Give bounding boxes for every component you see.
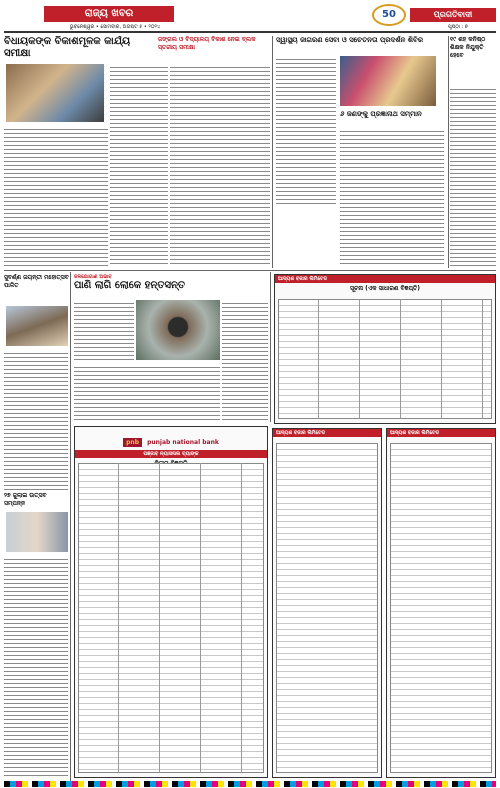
award-headline: ୬ ଜଣଙ୍କୁ ପ୍ରଜ୍ଞାନାଥ ସମ୍ମାନ: [340, 110, 422, 118]
small-headline: ୨୭ ଜୁଲାଇ ଉତ୍ସବ ସମ୍ପନ୍ନ: [4, 492, 47, 507]
column-rule: [272, 36, 273, 268]
jubilee-headline: ସୁବର୍ଣ୍ଣ ଜୟନ୍ତୀ ମହୋତ୍ସବ ପାଳିତ: [4, 274, 69, 289]
bank-ad: [74, 426, 268, 778]
teacher-headline: ୧୯ ଶହ କନିଷ୍ଠ ଶିକ୍ଷକ ନିଯୁକ୍ତି ହେବେ: [450, 36, 486, 59]
lead-body-text-3: [170, 64, 270, 266]
anniversary-logo: 50: [372, 4, 406, 26]
fold-rule: [4, 270, 496, 271]
lead-body-text-2: [110, 64, 168, 266]
lead-side-story: [158, 36, 266, 64]
column-rule-bottom-left: [70, 272, 71, 782]
notice-ad-table-columns: [278, 299, 492, 419]
health-story: [276, 36, 446, 52]
section-title: ରାଜ୍ୟ ଖବର: [44, 6, 174, 22]
small-ad-2-band: ଆଦ୍ୟଶ ବଜାର ଲିମିଟେଡ: [387, 429, 495, 437]
lead-headline: ବିଧାୟକଙ୍କ ବିକାଶମୂଳକ କାର୍ଯ୍ୟ ସମୀକ୍ଷା: [4, 36, 131, 59]
small-ad-1-band: ଆଦ୍ୟଶ ବଜାର ଲିମିଟେଡ: [273, 429, 381, 437]
health-body-text: [276, 56, 336, 206]
small-ad-1: [272, 428, 382, 778]
small-ad-1-table: [276, 443, 378, 773]
bank-name: punjab national bank: [147, 439, 219, 446]
bank-band: ପଞ୍ଜାବ ନ୍ୟାସନାଲ ବ୍ୟାଙ୍କ: [75, 450, 267, 458]
water-body-text-1: [74, 300, 134, 362]
lead-story: [4, 36, 154, 62]
teacher-story: [450, 36, 496, 82]
small-story-body-text: [4, 556, 68, 778]
award-body-text: [340, 128, 444, 266]
jubilee-body-text: [4, 350, 68, 490]
water-body-text-2: [222, 300, 268, 420]
lead-body-text-1: [4, 126, 108, 266]
small-ad-2-table: [390, 443, 492, 773]
masthead: [0, 0, 500, 30]
notice-ad: [274, 274, 496, 424]
bank-ad-table-columns: [78, 463, 264, 773]
column-rule-water: [270, 272, 271, 422]
bank-logo: pnb: [123, 438, 142, 447]
jubilee-photo: [6, 306, 68, 346]
small-story: [4, 492, 68, 508]
notice-ad-band: ଆଦ୍ୟଶ ବଜାର ଲିମିଟେଡ: [275, 275, 495, 283]
water-headline: ପାଣି ଲାଗି ଲୋକେ ହନ୍ତସନ୍ତ: [74, 280, 186, 291]
color-registration-strip: [4, 781, 496, 787]
small-story-photo: [6, 512, 68, 552]
meeting-photo: [6, 64, 104, 122]
date-line: ଭୁବନେଶ୍ୱର • ସୋମବାର, ଅଗଷ୍ଟ ୫ • ୨୦୨୪: [69, 24, 161, 30]
jubilee-story: [4, 274, 70, 302]
well-photo: [136, 300, 220, 360]
health-headline: ସ୍ୱାସ୍ଥ୍ୟ ଜାଗରଣ ସେବା ଓ ସଚେତନତା ପ୍ରଦର୍ଶନ ଶିବିର: [276, 36, 424, 44]
lead-side-kicker: ଜଙ୍ଗଲ ଓ ବିଦ୍ୟାଳୟ ବିକାଶ ନେଇ ବ୍ଲକ ସ୍ତରୀୟ ସମୀକ୍ଷା: [158, 36, 256, 51]
teacher-body-text: [450, 86, 496, 266]
column-rule-right: [448, 36, 449, 268]
paper-name: ପ୍ରଗତିବାଦୀ: [410, 8, 496, 22]
water-body-text-3: [74, 364, 220, 420]
masthead-rule: [4, 31, 496, 33]
small-ad-2: [386, 428, 496, 778]
water-story: [74, 274, 242, 298]
notice-ad-title: ସୂଚନା (ଏକ ସାଧାରଣ ବିଜ୍ଞପ୍ତି): [350, 285, 420, 292]
award-story: [340, 110, 444, 124]
award-photo: [340, 56, 436, 106]
page-number: ପୃଷ୍ଠା : ୭: [448, 24, 468, 30]
water-kicker: ଜଳଯୋଗାଣ ଅଭାବ: [74, 274, 112, 280]
